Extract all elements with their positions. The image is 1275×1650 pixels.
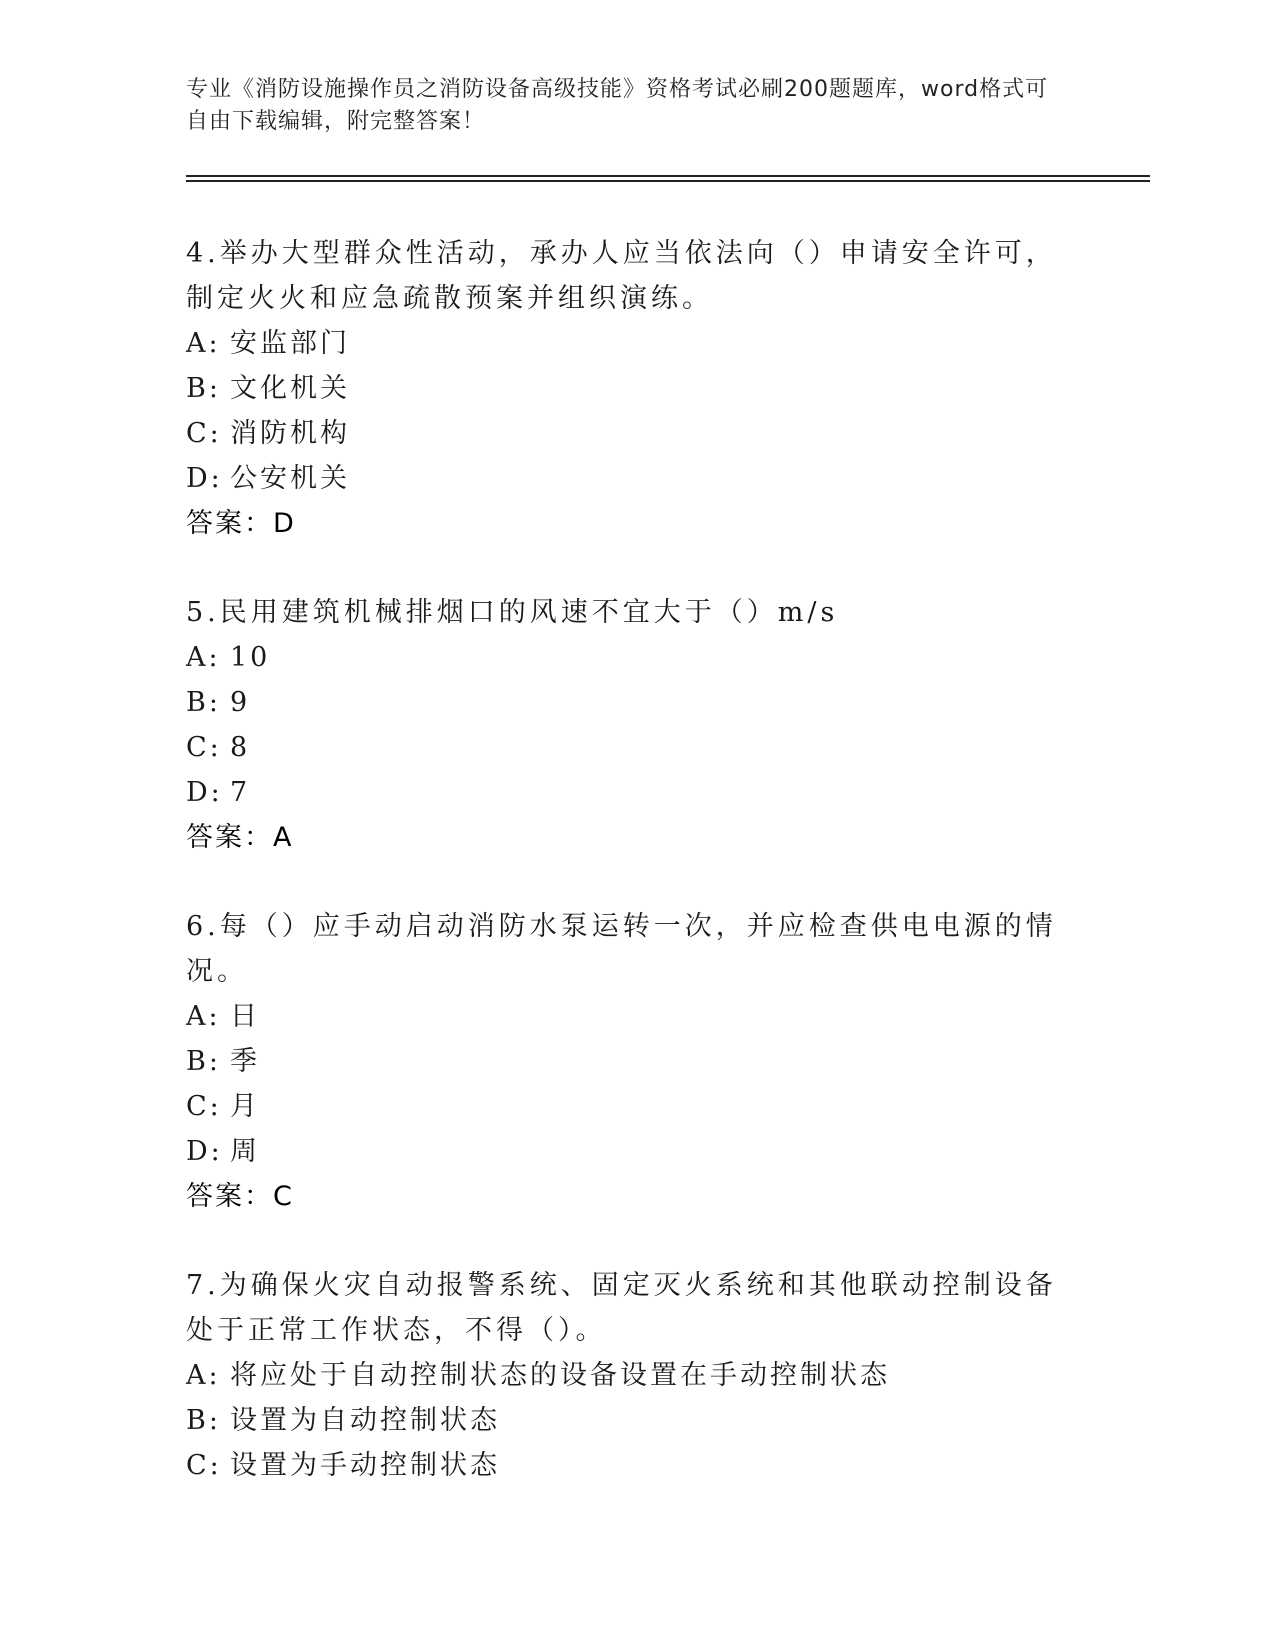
option-letter: D:: [186, 777, 223, 808]
option-letter: D:: [186, 1136, 223, 1167]
header-rule-bottom: [186, 180, 1150, 182]
option-text: 7: [230, 777, 251, 808]
document-header: 专业《消防设施操作员之消防设备高级技能》资格考试必刷200题题库，word格式可自由下载编辑，附完整答案！: [186, 77, 1049, 134]
option-letter: C:: [186, 1450, 222, 1481]
answer-label: 答案：A: [186, 822, 294, 853]
option-b: [186, 1039, 1086, 1084]
option-letter: B:: [186, 1405, 221, 1436]
option-letter: B:: [186, 687, 221, 718]
option-letter: D:: [186, 463, 223, 494]
question-stem: 5.民用建筑机械排烟口的风速不宜大于（）m/s: [186, 597, 839, 628]
option-a: [186, 1353, 1086, 1398]
question-4: [186, 231, 1086, 546]
option-c: [186, 411, 1086, 456]
option-letter: A:: [186, 1001, 221, 1032]
option-text: 将应处于自动控制状态的设备设置在手动控制状态: [230, 1360, 890, 1391]
option-c: [186, 1443, 1086, 1488]
question-stem: 4.举办大型群众性活动，承办人应当依法向（）申请安全许可，制定火火和应急疏散预案并组织演练。: [186, 238, 1057, 314]
option-a: [186, 994, 1086, 1039]
option-text: 消防机构: [230, 418, 350, 449]
option-text: 周: [230, 1136, 260, 1167]
option-b: [186, 1398, 1086, 1443]
option-c: [186, 1084, 1086, 1129]
option-a: [186, 635, 1086, 680]
option-text: 8: [230, 732, 251, 763]
option-text: 安监部门: [230, 328, 350, 359]
header-rule-top: [186, 175, 1150, 177]
option-text: 公安机关: [230, 463, 350, 494]
question-5: [186, 590, 1086, 860]
answer-label: 答案：D: [186, 508, 296, 539]
option-letter: B:: [186, 373, 221, 404]
option-text: 日: [230, 1001, 260, 1032]
option-text: 设置为自动控制状态: [230, 1405, 500, 1436]
option-d: [186, 456, 1086, 501]
option-text: 10: [230, 642, 271, 673]
option-b: [186, 366, 1086, 411]
option-letter: A:: [186, 1360, 221, 1391]
option-letter: C:: [186, 418, 222, 449]
option-text: 月: [230, 1091, 260, 1122]
question-stem: 7.为确保火灾自动报警系统、固定灭火系统和其他联动控制设备处于正常工作状态，不得（）。: [186, 1270, 1057, 1346]
option-text: 9: [230, 687, 251, 718]
answer-label: 答案：C: [186, 1181, 294, 1212]
option-letter: C:: [186, 732, 222, 763]
question-list: [186, 231, 1086, 1532]
option-d: [186, 1129, 1086, 1174]
option-letter: C:: [186, 1091, 222, 1122]
question-stem: 6.每（）应手动启动消防水泵运转一次，并应检查供电电源的情况。: [186, 911, 1057, 987]
option-letter: A:: [186, 642, 221, 673]
option-letter: B:: [186, 1046, 221, 1077]
option-a: [186, 321, 1086, 366]
option-text: 文化机关: [230, 373, 350, 404]
option-c: [186, 725, 1086, 770]
option-text: 季: [230, 1046, 260, 1077]
option-d: [186, 770, 1086, 815]
option-b: [186, 680, 1086, 725]
question-6: [186, 904, 1086, 1219]
question-7: [186, 1263, 1086, 1488]
option-text: 设置为手动控制状态: [230, 1450, 500, 1481]
option-letter: A:: [186, 328, 221, 359]
